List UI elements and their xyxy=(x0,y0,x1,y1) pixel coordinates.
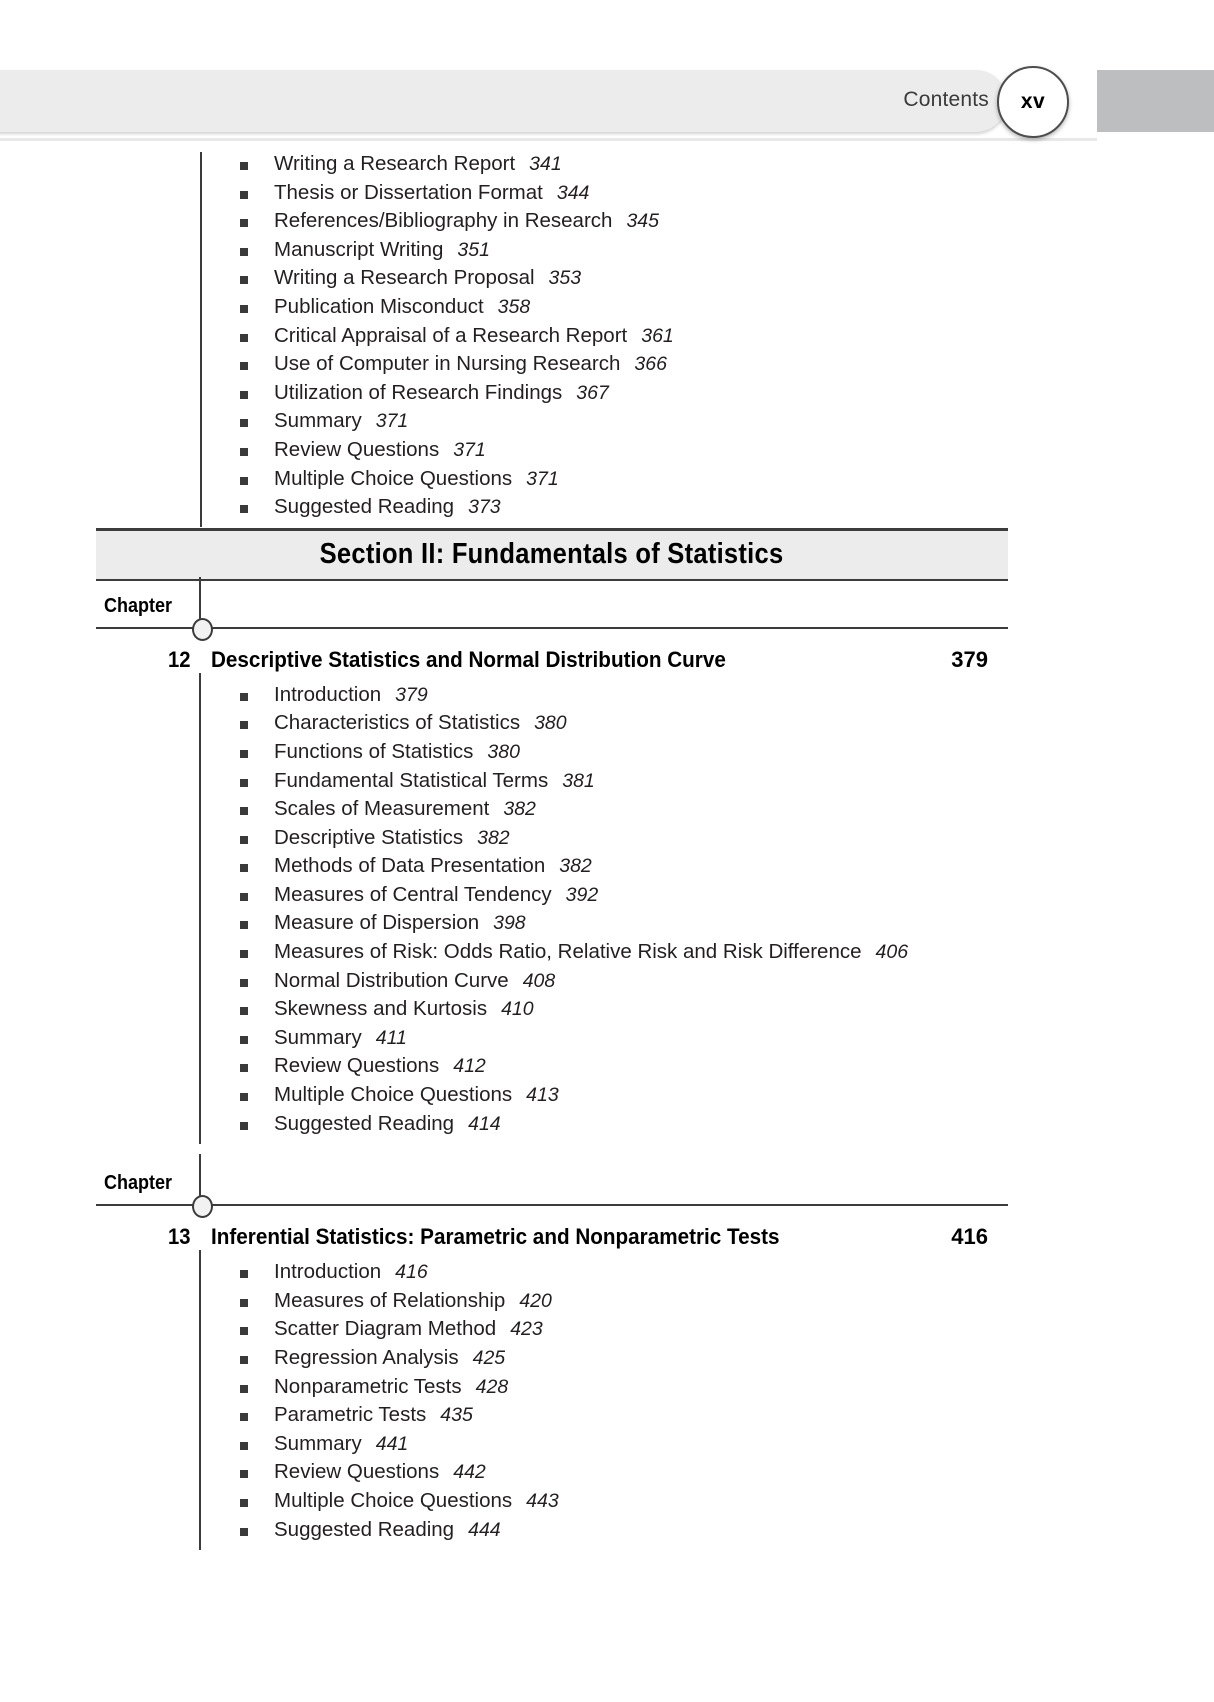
toc-entry-title: Summary xyxy=(274,1025,362,1049)
square-bullet-icon xyxy=(240,1299,248,1307)
square-bullet-icon xyxy=(240,419,248,427)
toc-entry[interactable] xyxy=(96,1052,1008,1081)
toc-entry-title: Utilization of Research Findings xyxy=(274,380,563,404)
page-folio-badge: xv xyxy=(997,66,1069,138)
toc-entry-title: Introduction xyxy=(274,682,382,706)
toc-entry[interactable] xyxy=(96,681,1008,710)
toc-entry[interactable] xyxy=(96,709,1008,738)
toc-entry-page: 408 xyxy=(522,969,556,992)
toc-entry[interactable] xyxy=(96,1458,1008,1487)
square-bullet-icon xyxy=(240,191,248,199)
toc-entry-title: Multiple Choice Questions xyxy=(274,466,513,490)
toc-entry-page: 341 xyxy=(529,153,562,175)
chapter-marker-dot xyxy=(192,1195,213,1218)
square-bullet-icon xyxy=(240,1470,248,1478)
toc-continued-section xyxy=(0,150,1214,522)
square-bullet-icon xyxy=(240,979,248,987)
square-bullet-icon xyxy=(240,921,248,929)
toc-entry-page: 441 xyxy=(375,1432,409,1455)
toc-entry[interactable] xyxy=(0,293,1214,322)
toc-entry-page: 420 xyxy=(519,1289,552,1312)
toc-entry-title: Multiple Choice Questions xyxy=(274,1083,513,1107)
chapter-label: Chapter xyxy=(104,594,173,617)
toc-entry-title: Characteristics of Statistics xyxy=(274,711,521,735)
toc-entry-title: Multiple Choice Questions xyxy=(274,1488,513,1512)
toc-entry-page: 371 xyxy=(375,410,409,433)
toc-entry[interactable] xyxy=(96,967,1008,996)
toc-page-body xyxy=(0,150,1214,1544)
toc-entry[interactable] xyxy=(96,795,1008,824)
toc-entry-page: 413 xyxy=(526,1084,559,1107)
toc-entry-page: 345 xyxy=(626,210,659,233)
chapter-title: Inferential Statistics: Parametric and Nonparametric Tests xyxy=(211,1224,780,1250)
toc-entry[interactable] xyxy=(96,852,1008,881)
square-bullet-icon xyxy=(240,1499,248,1507)
chapter-block xyxy=(96,595,1008,1139)
toc-entry[interactable] xyxy=(96,1315,1008,1344)
toc-entry[interactable] xyxy=(96,881,1008,910)
toc-entry-page: 382 xyxy=(503,798,536,821)
square-bullet-icon xyxy=(240,1036,248,1044)
toc-entry[interactable] xyxy=(0,322,1214,351)
toc-entry-title: Summary xyxy=(274,1431,362,1455)
toc-entry[interactable] xyxy=(0,436,1214,465)
toc-entry-title: Measures of Relationship xyxy=(274,1288,506,1312)
toc-entry-title: Functions of Statistics xyxy=(274,739,474,763)
chapter-block xyxy=(96,1172,1008,1544)
square-bullet-icon xyxy=(240,1093,248,1101)
toc-entry-title: Parametric Tests xyxy=(274,1403,427,1427)
square-bullet-icon xyxy=(240,334,248,342)
chapter-entries xyxy=(96,1258,1008,1544)
toc-entry[interactable] xyxy=(96,1430,1008,1459)
toc-entry[interactable] xyxy=(0,236,1214,265)
chapter-title: Descriptive Statistics and Normal Distribution Curve xyxy=(211,646,726,672)
toc-entry-page: 444 xyxy=(468,1518,501,1541)
toc-entry-page: 411 xyxy=(375,1026,407,1049)
toc-entry-title: References/Bibliography in Research xyxy=(274,209,613,233)
square-bullet-icon xyxy=(240,391,248,399)
toc-entry-title: Writing a Research Proposal xyxy=(274,266,535,290)
toc-entry[interactable] xyxy=(96,767,1008,796)
toc-entry[interactable] xyxy=(96,738,1008,767)
toc-entry-page: 416 xyxy=(395,1261,428,1284)
toc-entry[interactable] xyxy=(0,407,1214,436)
toc-entry-page: 398 xyxy=(493,912,526,935)
square-bullet-icon xyxy=(240,477,248,485)
chapter-title-row[interactable] xyxy=(96,639,1008,681)
toc-entry-page: 428 xyxy=(475,1375,509,1398)
square-bullet-icon xyxy=(240,1385,248,1393)
square-bullet-icon xyxy=(240,362,248,370)
toc-entry[interactable] xyxy=(0,179,1214,208)
square-bullet-icon xyxy=(240,1270,248,1278)
toc-entry-page: 382 xyxy=(477,826,510,849)
square-bullet-icon xyxy=(240,950,248,958)
square-bullet-icon xyxy=(240,1327,248,1335)
square-bullet-icon xyxy=(240,779,248,787)
page-header xyxy=(0,70,1214,132)
square-bullet-icon xyxy=(240,505,248,513)
toc-entry[interactable] xyxy=(96,1081,1008,1110)
toc-entry-title: Measures of Central Tendency xyxy=(274,882,552,906)
square-bullet-icon xyxy=(240,836,248,844)
section-banner xyxy=(96,528,1008,581)
toc-entry[interactable] xyxy=(0,465,1214,494)
toc-entry[interactable] xyxy=(0,379,1214,408)
toc-entry-page: 425 xyxy=(472,1347,506,1369)
toc-entry[interactable] xyxy=(96,1024,1008,1053)
toc-entry[interactable] xyxy=(96,1401,1008,1430)
toc-entry-title: Methods of Data Presentation xyxy=(274,854,546,878)
toc-entry-page: 381 xyxy=(562,769,595,792)
toc-entry-page: 382 xyxy=(559,855,592,878)
chapter-number: 12 xyxy=(168,646,191,672)
toc-entry[interactable] xyxy=(0,493,1214,522)
toc-entry-title: Regression Analysis xyxy=(274,1346,459,1369)
toc-entry-title: Critical Appraisal of a Research Report xyxy=(274,323,628,347)
chapter-list xyxy=(0,595,1214,1544)
toc-entry-title: Suggested Reading xyxy=(274,1517,455,1541)
toc-entry-page: 371 xyxy=(453,438,486,461)
square-bullet-icon xyxy=(240,1442,248,1450)
chapter-divider-rule xyxy=(96,627,1008,629)
toc-entry-title: Summary xyxy=(274,409,362,433)
toc-entry-title: Normal Distribution Curve xyxy=(274,968,509,992)
toc-entry-page: 380 xyxy=(487,740,520,763)
toc-entry[interactable] xyxy=(96,1110,1008,1139)
square-bullet-icon xyxy=(240,1122,248,1130)
toc-entry[interactable] xyxy=(0,350,1214,379)
square-bullet-icon xyxy=(240,448,248,456)
toc-entry[interactable] xyxy=(0,264,1214,293)
toc-entry[interactable] xyxy=(96,824,1008,853)
toc-entry-page: 442 xyxy=(453,1461,486,1484)
toc-entry[interactable] xyxy=(0,150,1214,179)
toc-entry-page: 371 xyxy=(526,467,559,490)
toc-entry-title: Writing a Research Report xyxy=(274,152,516,175)
toc-entry[interactable] xyxy=(96,1487,1008,1516)
toc-entry[interactable] xyxy=(96,995,1008,1024)
toc-entry-page: 379 xyxy=(395,683,428,706)
square-bullet-icon xyxy=(240,1528,248,1536)
toc-entry-title: Skewness and Kurtosis xyxy=(274,997,488,1021)
square-bullet-icon xyxy=(240,807,248,815)
toc-entry-page: 443 xyxy=(526,1489,559,1512)
header-bar xyxy=(0,70,1007,132)
chapter-head xyxy=(96,1172,1008,1216)
toc-entry[interactable] xyxy=(96,1516,1008,1545)
chapter-head xyxy=(96,595,1008,639)
toc-entry-page: 344 xyxy=(556,181,590,204)
chapter-divider-rule xyxy=(96,1204,1008,1206)
toc-entry-title: Review Questions xyxy=(274,1054,440,1078)
toc-entry-page: 414 xyxy=(468,1112,501,1135)
toc-entry-list xyxy=(0,150,1214,522)
toc-entry-title: Review Questions xyxy=(274,437,440,461)
toc-entry-title: Publication Misconduct xyxy=(274,294,484,318)
toc-entry-page: 410 xyxy=(501,998,534,1021)
toc-entry-page: 412 xyxy=(453,1055,486,1078)
square-bullet-icon xyxy=(240,864,248,872)
toc-entry-page: 373 xyxy=(468,496,501,519)
toc-entry-page: 423 xyxy=(510,1318,543,1341)
toc-entry-page: 380 xyxy=(534,712,567,735)
toc-entry-title: Use of Computer in Nursing Research xyxy=(274,352,621,376)
running-head-label: Contents xyxy=(903,88,989,111)
toc-entry-title: Review Questions xyxy=(274,1460,440,1484)
square-bullet-icon xyxy=(240,1064,248,1072)
toc-entry-title: Thesis or Dissertation Format xyxy=(274,180,543,204)
square-bullet-icon xyxy=(240,219,248,227)
square-bullet-icon xyxy=(240,1356,248,1364)
square-bullet-icon xyxy=(240,1413,248,1421)
toc-entry-title: Introduction xyxy=(274,1260,382,1284)
toc-entry[interactable] xyxy=(96,1373,1008,1402)
toc-entry-page: 353 xyxy=(548,267,582,290)
square-bullet-icon xyxy=(240,305,248,313)
toc-entry-page: 366 xyxy=(634,353,667,376)
toc-entry[interactable] xyxy=(0,207,1214,236)
toc-entry[interactable] xyxy=(96,1344,1008,1373)
toc-entry-title: Measure of Dispersion xyxy=(274,911,480,935)
toc-entry-page: 406 xyxy=(875,941,909,964)
toc-entry[interactable] xyxy=(96,1258,1008,1287)
toc-entry-page: 351 xyxy=(457,238,490,261)
square-bullet-icon xyxy=(240,721,248,729)
chapter-page-number: 379 xyxy=(951,646,988,672)
square-bullet-icon xyxy=(240,248,248,256)
chapter-number: 13 xyxy=(168,1224,191,1250)
toc-entry-list xyxy=(96,1258,1008,1544)
chapter-entries xyxy=(96,681,1008,1139)
chapter-title-row[interactable] xyxy=(96,1216,1008,1258)
square-bullet-icon xyxy=(240,750,248,758)
header-underline xyxy=(0,138,1097,141)
toc-entry-page: 392 xyxy=(565,883,599,906)
toc-entry-title: Fundamental Statistical Terms xyxy=(274,768,549,792)
square-bullet-icon xyxy=(240,276,248,284)
toc-entry-list xyxy=(96,681,1008,1139)
toc-entry-title: Measures of Risk: Odds Ratio, Relative Risk and Risk Difference xyxy=(274,940,862,964)
toc-entry-title: Nonparametric Tests xyxy=(274,1374,462,1398)
toc-entry-title: Suggested Reading xyxy=(274,495,455,519)
square-bullet-icon xyxy=(240,893,248,901)
square-bullet-icon xyxy=(240,162,248,170)
toc-entry-title: Descriptive Statistics xyxy=(274,825,464,849)
header-accent-block xyxy=(1097,70,1214,132)
toc-entry-page: 367 xyxy=(576,381,609,404)
square-bullet-icon xyxy=(240,693,248,701)
chapter-label: Chapter xyxy=(104,1172,173,1195)
toc-entry-page: 358 xyxy=(497,295,531,318)
toc-entry[interactable] xyxy=(96,909,1008,938)
toc-entry-title: Manuscript Writing xyxy=(274,237,444,261)
toc-entry[interactable] xyxy=(96,1287,1008,1316)
toc-entry[interactable] xyxy=(96,938,1008,967)
square-bullet-icon xyxy=(240,1007,248,1015)
toc-entry-title: Scatter Diagram Method xyxy=(274,1317,497,1341)
toc-entry-title: Scales of Measurement xyxy=(274,797,490,821)
toc-entry-title: Suggested Reading xyxy=(274,1111,455,1135)
chapter-page-number: 416 xyxy=(951,1224,988,1250)
chapter-marker-dot xyxy=(192,618,213,641)
section-title: Section II: Fundamentals of Statistics xyxy=(320,538,784,571)
toc-entry-page: 435 xyxy=(440,1404,473,1427)
toc-entry-page: 361 xyxy=(641,324,674,347)
